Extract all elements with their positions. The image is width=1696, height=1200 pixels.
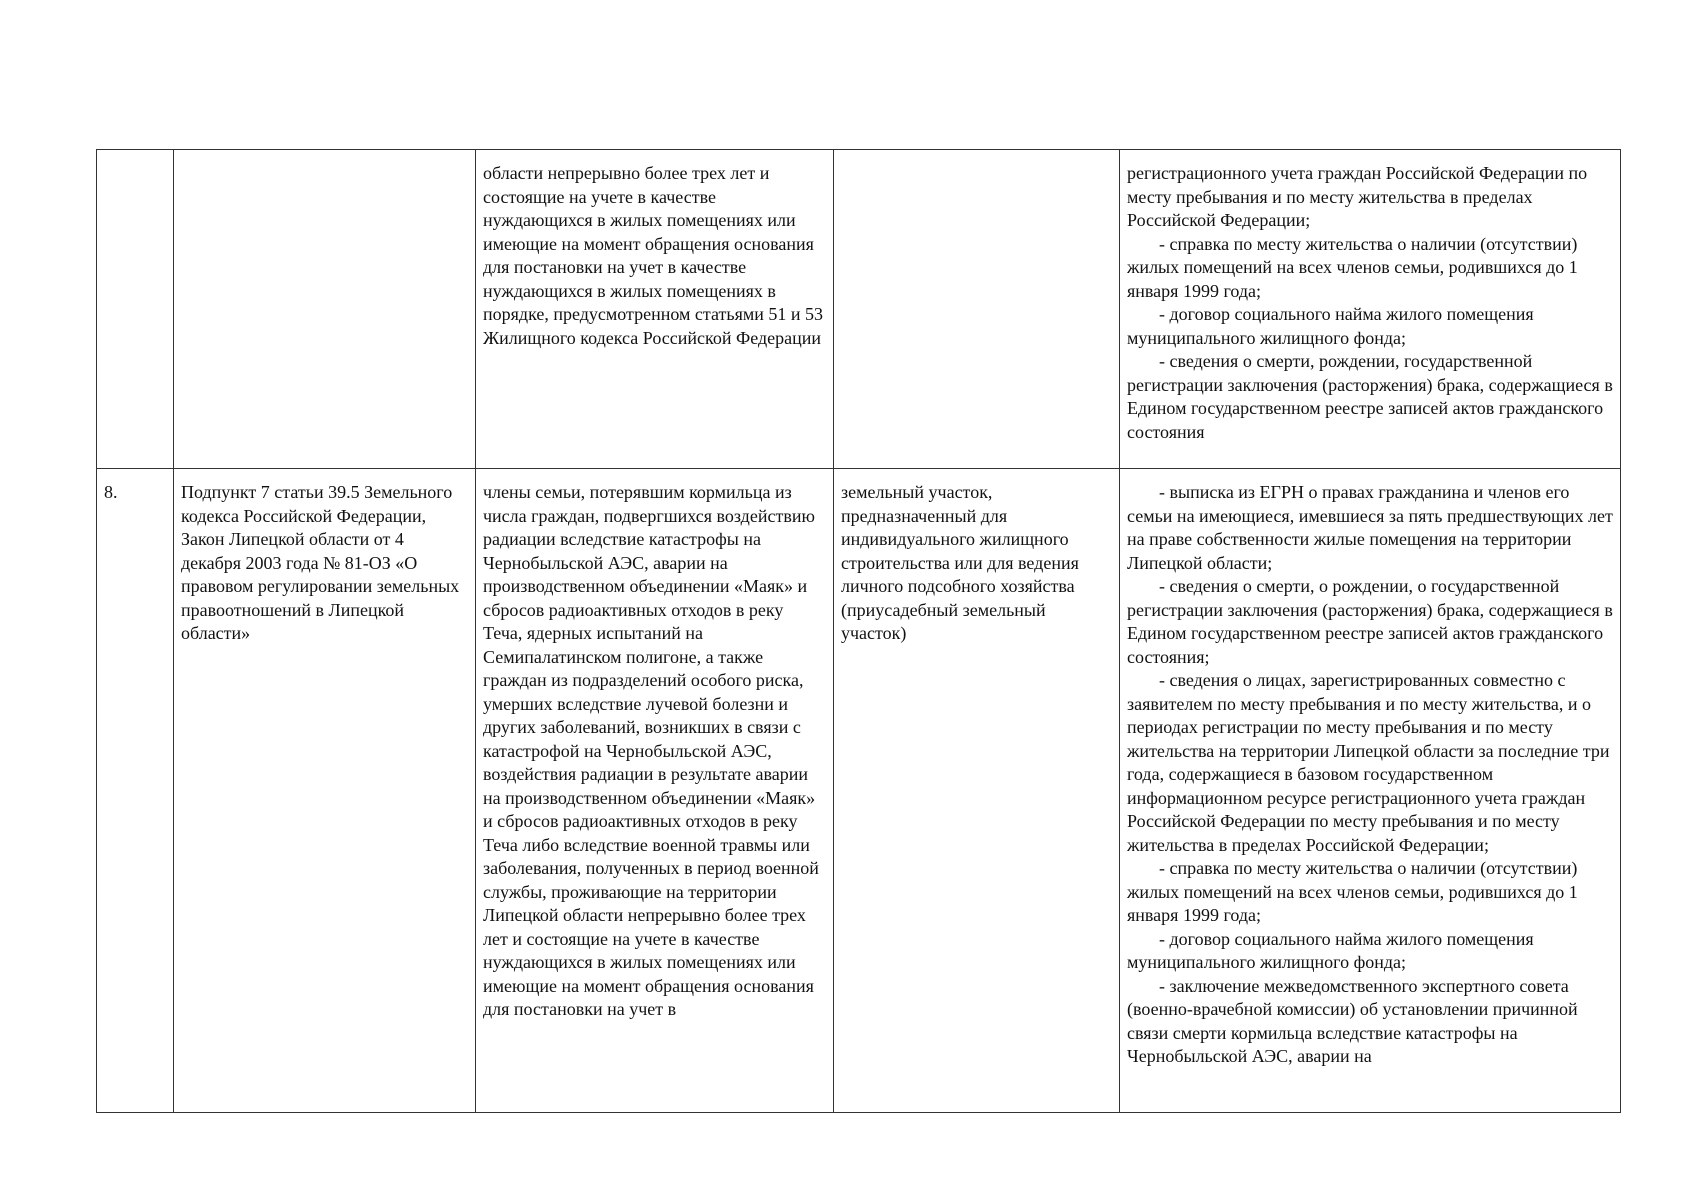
- legal-basis-cell: [174, 150, 476, 469]
- number-cell: [97, 469, 174, 1113]
- document-item: - заключение межведомственного экспертного совета (военно-врачебной комиссии) об установлении причинной связи смерти кормильца вследствие катастрофы на Чернобыльской АЭС, аварии на: [1127, 975, 1578, 1066]
- document-table: [96, 149, 1621, 1113]
- document-item: - договор социального найма жилого помещения муниципального жилищного фонда;: [1127, 928, 1534, 972]
- category-cell: [476, 150, 834, 469]
- document-item: - выписка из ЕГРН о правах гражданина и членов его семьи на имеющиеся, имевшиеся за пять предшествующих лет на праве собственности жилые помещения на территории Липецкой области;: [1127, 482, 1613, 573]
- document-item: - договор социального найма жилого помещения муниципального жилищного фонда;: [1127, 304, 1534, 348]
- row-number: 8.: [104, 482, 118, 502]
- land-type-cell: [834, 150, 1120, 469]
- table-row: [97, 469, 1621, 1113]
- documents-cell: [1120, 150, 1621, 469]
- document-item: - сведения о смерти, о рождении, о государственной регистрации заключения (расторжения) брака, содержащиеся в Едином государственном реестре записей актов гражданского состояния;: [1127, 576, 1613, 667]
- documents-lead-text: регистрационного учета граждан Российской Федерации по месту пребывания и по месту жительства в пределах Российской Федерации;: [1127, 163, 1588, 230]
- legal-basis-cell: [174, 469, 476, 1113]
- document-item: - справка по месту жительства о наличии (отсутствии) жилых помещений на всех членов семьи, родившихся до 1 января 1999 года;: [1127, 233, 1578, 301]
- category-cell: [476, 469, 834, 1113]
- land-type-cell: [834, 469, 1120, 1113]
- document-item: - справка по месту жительства о наличии (отсутствии) жилых помещений на всех членов семьи, родившихся до 1 января 1999 года;: [1127, 858, 1578, 925]
- category-text: области непрерывно более трех лет и состоящие на учете в качестве нуждающихся в жилых помещениях или имеющие на момент обращения основания для постановки на учет в качестве нуждающихся в жилых помещениях в порядке, предусмотренном статьями 51 и 53 Жилищного кодекса Российской Федерации: [483, 163, 824, 348]
- document-item: - сведения о смерти, рождении, государственной регистрации заключения (расторжения) брака, содержащиеся в Едином государственном реестре записей актов гражданского состояния: [1127, 351, 1613, 442]
- number-cell: [97, 150, 174, 469]
- land-type-text: земельный участок, предназначенный для индивидуального жилищного строительства или для ведения личного подсобного хозяйства (приусадебный земельный участок): [841, 482, 1079, 643]
- table-row: [97, 150, 1621, 469]
- legal-basis-text: Подпункт 7 статьи 39.5 Земельного кодекса Российской Федерации, Закон Липецкой области от 4 декабря 2003 года № 81-ОЗ «О правовом регулировании земельных правоотношений в Липецкой области»: [181, 482, 460, 643]
- document-item: - сведения о лицах, зарегистрированных совместно с заявителем по месту пребывания и по месту жительства, и о периодах регистрации по месту пребывания и по месту жительства на территории Липецкой области за последние три года, содержащиеся в базовом государственном информационном ресурсе регистрационного учета граждан Российской Федерации по месту пребывания и по месту жительства в пределах Российской Федерации;: [1127, 670, 1610, 855]
- category-text: члены семьи, потерявшим кормильца из числа граждан, подвергшихся воздействию радиации вследствие катастрофы на Чернобыльской АЭС, аварии на производственном объединении «Маяк» и сбросов радиоактивных отходов в реку Теча, ядерных испытаний на Семипалатинском полигоне, а также граждан из подразделений особого риска, умерших вследствие лучевой болезни и других заболеваний, возникших в связи с катастрофой на Чернобыльской АЭС, воздействия радиации в результате аварии на производственном объединении «Маяк» и сбросов радиоактивных отходов в реку Теча либо вследствие военной травмы или заболевания, полученных в период военной службы, проживающие на территории Липецкой области непрерывно более трех лет и состоящие на учете в качестве нуждающихся в жилых помещениях или имеющие на момент обращения основания для постановки на учет в: [483, 482, 819, 1019]
- documents-cell: [1120, 469, 1621, 1113]
